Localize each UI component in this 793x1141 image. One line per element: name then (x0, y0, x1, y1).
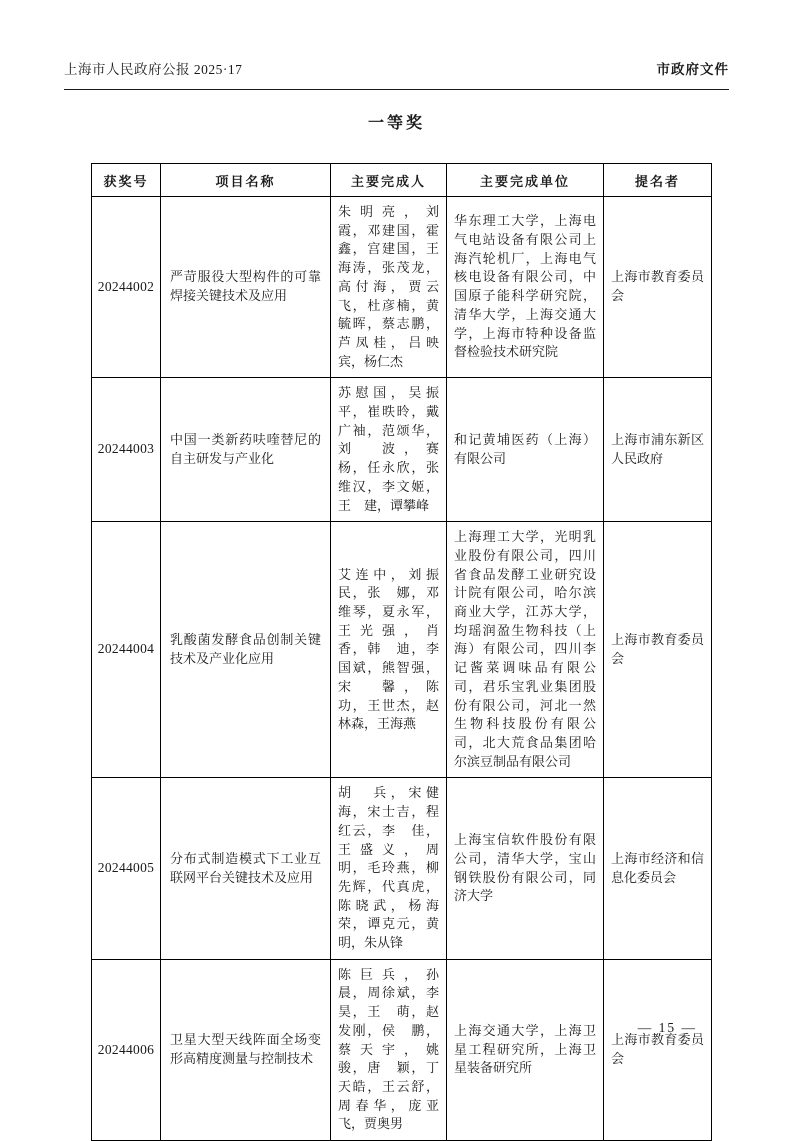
table-row (92, 378, 712, 522)
cell-id: 20244005 (92, 778, 161, 959)
cell-units: 华东理工大学，上海电气电站设备有限公司上海汽轮机厂，上海电气核电设备有限公司，中国原子能科学研究院，清华大学，上海交通大学，上海市特种设备监督检验技术研究院 (447, 197, 604, 378)
cell-units: 上海交通大学，上海卫星工程研究所，上海卫星装备研究所 (447, 959, 604, 1140)
page-title: 一等奖 (367, 115, 425, 132)
cell-project: 乳酸菌发酵食品创制关键技术及产业化应用 (161, 522, 331, 778)
cell-contributors: 艾连中，刘振民，张 娜，邓维琴，夏永军，王光强，肖 香，韩 迪，李国斌，熊智强，宋 馨，陈 功，王世杰，赵林森，王海燕 (331, 522, 447, 778)
table-row (92, 522, 712, 778)
cell-units: 上海宝信软件股份有限公司，清华大学，宝山钢铁股份有限公司，同济大学 (447, 778, 604, 959)
cell-contributors: 朱明亮，刘 霞，邓建国，霍 鑫，宫建国，王海涛，张茂龙，高付海，贾云飞，杜彦楠，黄毓晖，蔡志鹏，芦凤桂，吕映宾，杨仁杰 (331, 197, 447, 378)
cell-contributors: 苏慰国，吴振平，崔昳昤，戴广袖，范颂华，刘 波，赛 杨，任永欣，张维汉，李文姬，王 建，谭攀峰 (331, 378, 447, 522)
cell-contributors: 陈巨兵，孙 晨，周徐斌，李 昊，王 萌，赵发刚，侯 鹏，蔡天宇，姚 骏，唐 颖，丁天皓，王云舒，周春华，庞亚飞，贾奥男 (331, 959, 447, 1140)
table-row (92, 959, 712, 1140)
document-category: 市政府文件 (656, 62, 729, 77)
cell-units: 和记黄埔医药（上海）有限公司 (447, 378, 604, 522)
cell-project: 严苛服役大型构件的可靠焊接关键技术及应用 (161, 197, 331, 378)
cell-nominator: 上海市教育委员会 (604, 959, 712, 1140)
column-header-4: 提名者 (604, 164, 712, 197)
cell-nominator: 上海市经济和信息化委员会 (604, 778, 712, 959)
cell-project: 中国一类新药呋喹替尼的自主研发与产业化 (161, 378, 331, 522)
cell-nominator: 上海市浦东新区人民政府 (604, 378, 712, 522)
awards-table (91, 163, 712, 1141)
cell-project: 分布式制造模式下工业互联网平台关键技术及应用 (161, 778, 331, 959)
cell-id: 20244004 (92, 522, 161, 778)
column-header-0: 获奖号 (92, 164, 161, 197)
column-header-1: 项目名称 (161, 164, 331, 197)
cell-id: 20244006 (92, 959, 161, 1140)
cell-nominator: 上海市教育委员会 (604, 522, 712, 778)
cell-project: 卫星大型天线阵面全场变形高精度测量与控制技术 (161, 959, 331, 1140)
column-header-3: 主要完成单位 (447, 164, 604, 197)
gazette-title: 上海市人民政府公报 2025·17 (64, 62, 243, 77)
page-number: — 15 — (637, 1020, 697, 1035)
page-header (64, 58, 729, 90)
column-header-2: 主要完成人 (331, 164, 447, 197)
cell-contributors: 胡 兵，宋健海，宋士吉，程红云，李 佳，王盛义，周 明，毛玲燕，柳先辉，代真虎，陈晓武，杨海荣，谭克元，黄 明，朱从锋 (331, 778, 447, 959)
cell-id: 20244002 (92, 197, 161, 378)
table-row (92, 778, 712, 959)
cell-id: 20244003 (92, 378, 161, 522)
cell-units: 上海理工大学，光明乳业股份有限公司，四川省食品发酵工业研究设计院有限公司，哈尔滨商业大学，江苏大学，均瑶润盈生物科技（上海）有限公司，四川李记酱菜调味品有限公司，君乐宝乳业集团股份有限公司，河北一然生物科技股份有限公司，北大荒食品集团哈尔滨豆制品有限公司 (447, 522, 604, 778)
table-header-row (92, 164, 712, 197)
cell-nominator: 上海市教育委员会 (604, 197, 712, 378)
table-row (92, 197, 712, 378)
